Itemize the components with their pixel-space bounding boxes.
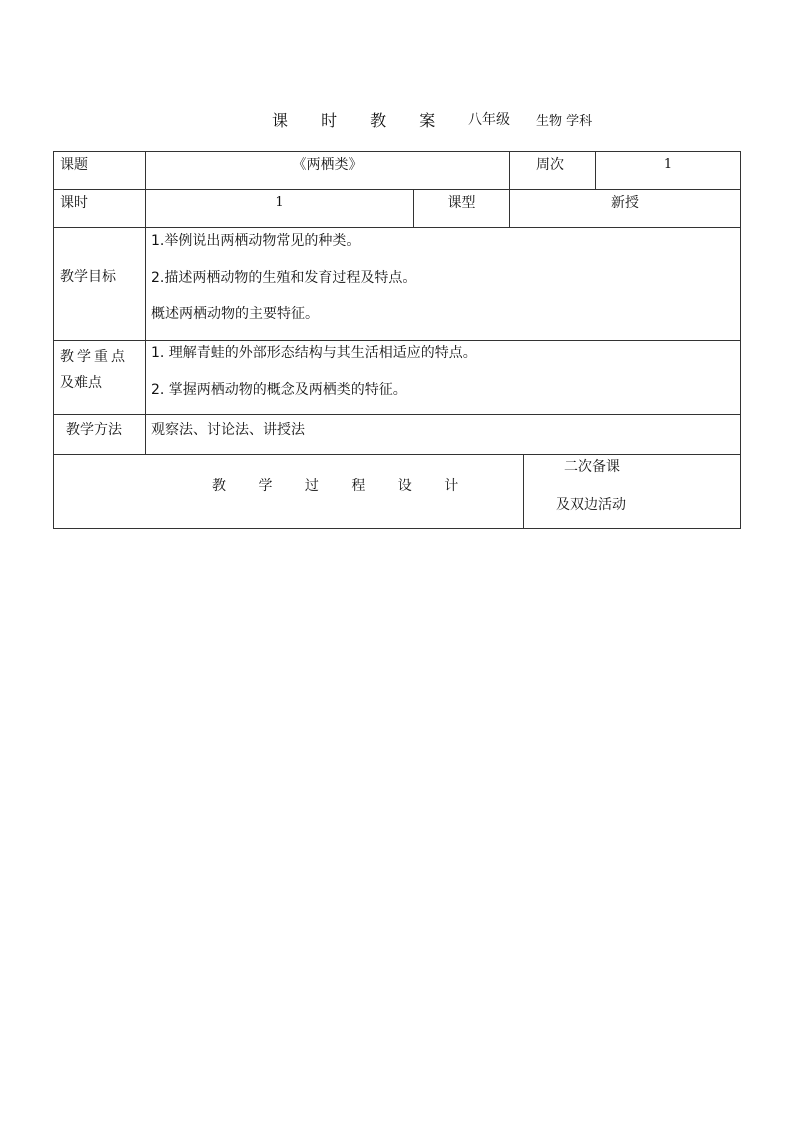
lesson-type-value: 新授 (611, 195, 639, 211)
goal-item: 1.举例说出两栖动物常见的种类。 (151, 233, 361, 249)
grade-label: 八年级 (468, 112, 510, 128)
lesson-plan-title: 课 时 教 案 (272, 111, 450, 130)
column-divider (523, 454, 524, 529)
method-label: 教学方法 (66, 422, 122, 438)
row-divider (54, 454, 740, 455)
method-value: 观察法、讨论法、讲授法 (151, 422, 305, 438)
period-value: 1 (275, 195, 284, 210)
row-divider (54, 227, 740, 228)
secondary-prep-label: 二次备课 (564, 459, 620, 475)
secondary-prep-label-cont: 及双边活动 (556, 497, 626, 513)
key-points-label: 教学重点 (60, 349, 128, 365)
document-header (0, 108, 794, 132)
process-design-heading: 教 学 过 程 设 计 (212, 478, 473, 494)
lesson-type-label: 课型 (447, 195, 476, 211)
goals-label: 教学目标 (60, 269, 116, 285)
row-divider (54, 340, 740, 341)
goal-item: 概述两栖动物的主要特征。 (151, 306, 319, 322)
topic-value: 《两栖类》 (292, 157, 363, 173)
week-value: 1 (663, 157, 673, 172)
topic-label: 课题 (60, 157, 88, 173)
period-label: 课时 (60, 195, 88, 211)
row-divider (54, 189, 740, 190)
key-point-item: 1. 理解青蛙的外部形态结构与其生活相适应的特点。 (151, 345, 477, 361)
column-divider (509, 152, 510, 227)
subject-label: 生物 学科 (536, 114, 593, 129)
key-points-label-cont: 及难点 (60, 375, 102, 391)
lesson-plan-table (53, 151, 741, 529)
key-point-item: 2. 掌握两栖动物的概念及两栖类的特征。 (151, 382, 407, 398)
row-divider (54, 414, 740, 415)
goal-item: 2.描述两栖动物的生殖和发育过程及特点。 (151, 270, 417, 286)
week-label: 周次 (536, 157, 564, 173)
